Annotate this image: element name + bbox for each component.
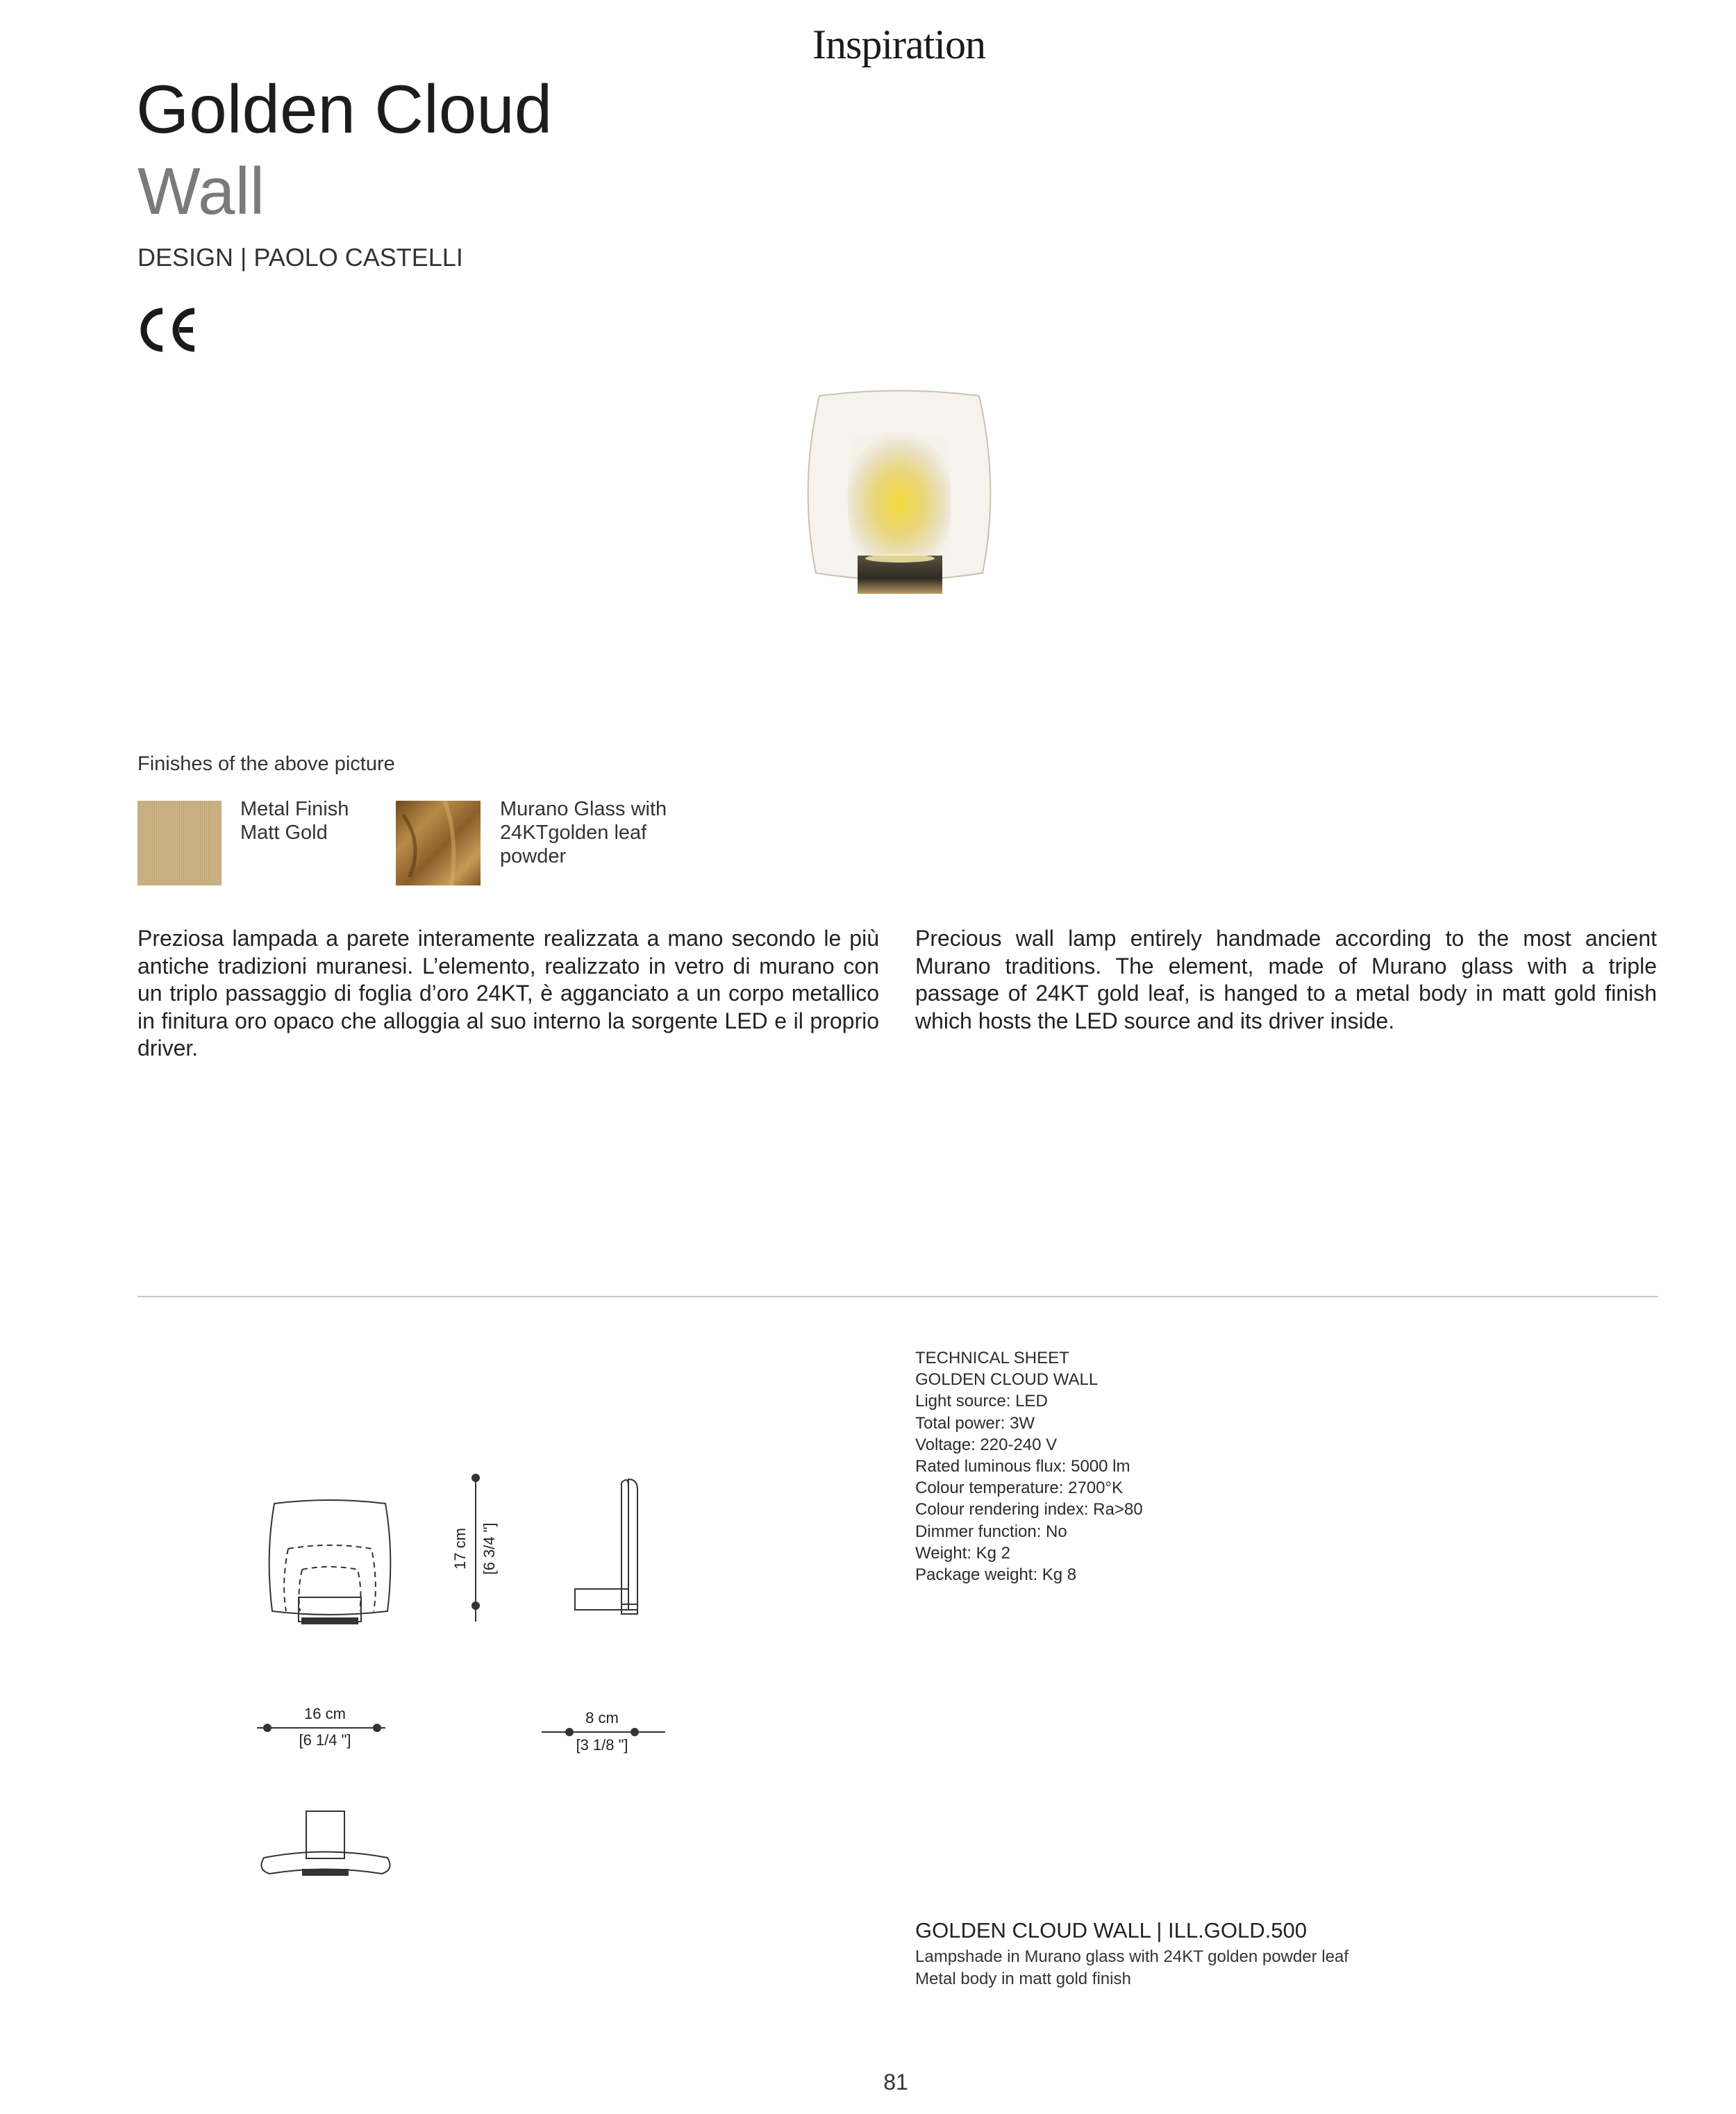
width-dimension: [257, 1724, 385, 1731]
tech-line: Rated luminous flux: 5000 lm: [915, 1457, 1130, 1476]
designer-credit: DESIGN | PAOLO CASTELLI: [137, 243, 463, 272]
finish-metal-text: [240, 797, 349, 844]
description-italian: Preziosa lampada a parete interamente realizzata a mano secondo le più antiche tradizioni muranesi. L’elemento, realizzato in vetro di murano con un triplo passaggio di foglia d’oro 24KT, è agganciato a un corpo metallico in finitura oro opaco che alloggia al suo interno la sorgente LED e il proprio driver.: [137, 926, 879, 1060]
depth-dimension: [542, 1729, 665, 1736]
finish-glass-text: [500, 797, 694, 868]
tech-line: Colour temperature: 2700°K: [915, 1479, 1124, 1498]
depth-cm-label: 8 cm: [585, 1709, 619, 1726]
tech-line: Weight: Kg 2: [915, 1543, 1010, 1563]
tech-line: TECHNICAL SHEET: [915, 1349, 1069, 1367]
tech-line: Voltage: 220-240 V: [915, 1435, 1058, 1454]
ce-mark-icon: [136, 306, 199, 354]
height-dimension: [472, 1474, 479, 1622]
model-description-line1: Lampshade in Murano glass with 24KT golden powder leaf: [915, 1947, 1349, 1966]
width-cm-label: 16 cm: [304, 1705, 346, 1722]
model-description-line2: Metal body in matt gold finish: [915, 1970, 1131, 1988]
technical-sheet: [915, 1347, 1143, 1586]
swatch-golden-leaf: [396, 801, 481, 885]
tech-line: GOLDEN CLOUD WALL: [915, 1370, 1099, 1390]
height-in-label: [6 3/4 "]: [481, 1522, 498, 1575]
front-view-drawing: [269, 1500, 391, 1624]
width-in-label: [6 1/4 "]: [299, 1731, 351, 1749]
page-number: 81: [883, 2070, 908, 2095]
finishes-label: Finishes of the above picture: [137, 753, 395, 775]
description-english: Precious wall lamp entirely handmade according to the most ancient Murano traditions. The element, made of Murano glass with a triple passage of 24KT gold leaf, is hanged to a metal body in matt gold finish which hosts the LED source and its driver inside.: [915, 926, 1657, 1033]
finish-metal-line2: Matt Gold: [240, 822, 328, 844]
finish-glass-line1: Murano Glass with: [500, 798, 667, 820]
finish-glass-line3: powder: [500, 845, 567, 867]
tech-line: Dimmer function: No: [915, 1522, 1067, 1541]
product-photo: [799, 389, 1000, 597]
product-name: Golden Cloud: [136, 71, 553, 147]
tech-line: Light source: LED: [915, 1392, 1048, 1411]
swatch-matt-gold: [137, 801, 222, 885]
tech-line: Total power: 3W: [915, 1413, 1035, 1433]
top-view-drawing: [261, 1811, 390, 1875]
height-cm-label: 17 cm: [451, 1528, 469, 1570]
model-title: GOLDEN CLOUD WALL | ILL.GOLD.500: [915, 1918, 1307, 1942]
side-view-drawing: [575, 1479, 637, 1614]
finish-glass-line2: 24KTgolden leaf: [500, 822, 647, 844]
product-type: Wall: [137, 154, 265, 228]
section-divider: [137, 1296, 1658, 1297]
finish-metal-line1: Metal Finish: [240, 798, 349, 820]
depth-in-label: [3 1/8 "]: [576, 1736, 628, 1754]
tech-line: Colour rendering index: Ra>80: [915, 1500, 1143, 1520]
tech-line: Package weight: Kg 8: [915, 1565, 1077, 1585]
brand-logo: Inspiration: [812, 22, 985, 67]
technical-drawings: [236, 1445, 694, 1889]
